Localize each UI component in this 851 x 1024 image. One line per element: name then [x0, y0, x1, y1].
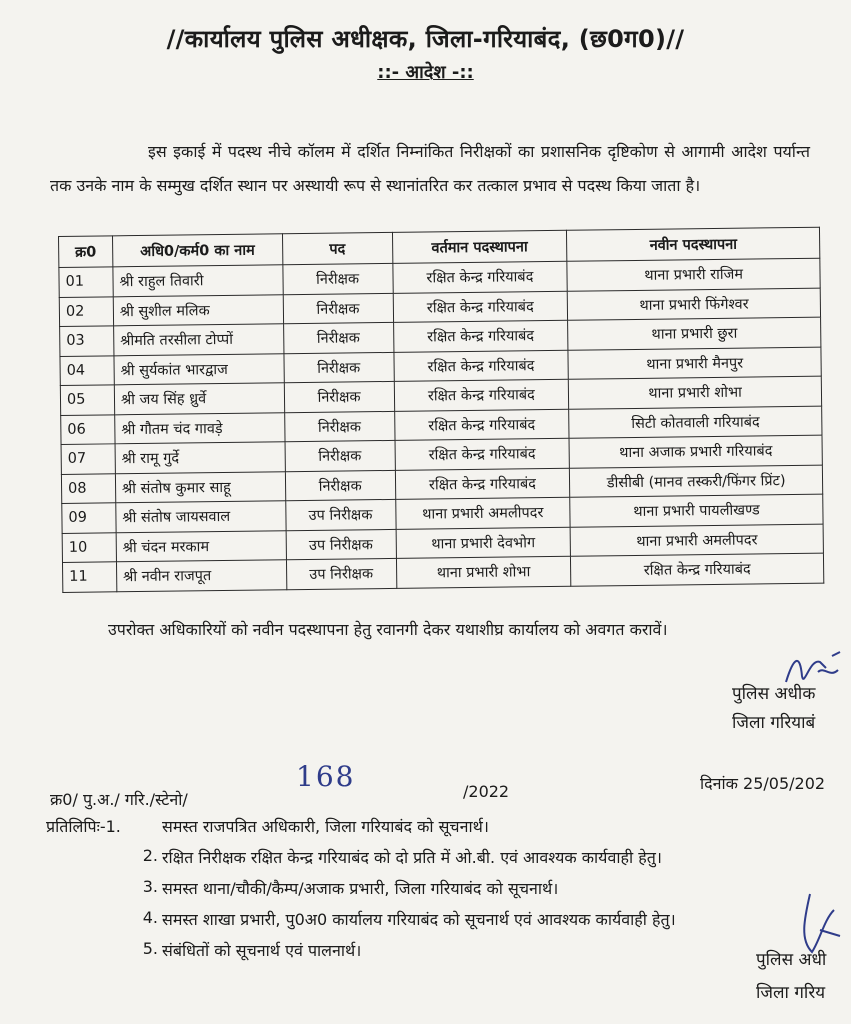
table-cell: श्री रामू गुर्दे [115, 442, 285, 474]
table-cell: थाना प्रभारी अमलीपदर [395, 497, 570, 529]
table-cell: निरीक्षक [283, 263, 393, 294]
table-cell: श्री राहुल तिवारी [113, 265, 283, 297]
transfer-table [58, 227, 824, 593]
table-cell: 05 [60, 385, 114, 415]
table-cell: डीसीबी (मानव तस्करी/फिंगर प्रिंट) [570, 465, 823, 498]
table-cell: श्री चंदन मरकाम [116, 530, 286, 562]
column-header: नवीन पदस्थापना [567, 227, 820, 261]
table-cell: थाना प्रभारी पायलीखण्ड [570, 494, 823, 527]
table-cell: श्री संतोष कुमार साहू [115, 471, 285, 503]
order-heading [0, 60, 851, 84]
table-cell: निरीक्षक [285, 440, 395, 471]
copy-number: 3. [142, 877, 158, 896]
table-cell: थाना प्रभारी छुरा [568, 317, 821, 350]
table-cell: निरीक्षक [284, 352, 394, 383]
signatory-district: जिला गरियाबं [732, 713, 816, 733]
signatory-district: जिला गरिय [756, 983, 826, 1003]
table-cell: रक्षित केन्द्र गरियाबंद [393, 291, 568, 323]
table-cell: 11 [62, 562, 116, 592]
table-cell: थाना प्रभारी देवभोग [396, 527, 571, 559]
table-cell: सिटी कोतवाली गरियाबंद [569, 406, 822, 439]
table-cell: 08 [61, 473, 115, 503]
table-cell: थाना प्रभारी शोभा [569, 376, 822, 409]
table-cell: रक्षित केन्द्र गरियाबंद [393, 350, 568, 382]
table-cell: उप निरीक्षक [286, 529, 396, 560]
table-cell: श्री सुर्यकांत भारद्वाज [114, 353, 284, 385]
table-cell: रक्षित केन्द्र गरियाबंद [395, 438, 570, 470]
signature-block-bottom [756, 944, 826, 1010]
order-paragraph-text: इस इकाई में पदस्थ नीचे कॉलम में दर्शित निम्नांकित निरीक्षकों का प्रशासनिक दृष्टिकोण से आगामी आदेश पर्यान्त तक उनके नाम के सम्मुख दर्शित स्थान पर अस्थायी रूप से स्थानांतरित कर तत्काल प्रभाव से पदस्थ किया जाता है। [50, 142, 810, 195]
table-cell: 06 [61, 414, 115, 444]
reference-year: /2022 [463, 782, 510, 801]
column-header: पद [282, 232, 392, 264]
table-cell: थाना प्रभारी अमलीपदर [570, 524, 823, 557]
reference-prefix: क्र0/ पु.अ./ गरि./स्टेनो/ [50, 790, 188, 809]
table-cell: निरीक्षक [285, 470, 395, 501]
copy-text: समस्त थाना/चौकी/कैम्प/अजाक प्रभारी, जिला गरियाबंद को सूचनार्थ। [162, 879, 559, 898]
column-header: क्र0 [59, 236, 113, 268]
table-cell: निरीक्षक [284, 381, 394, 412]
table-cell: 10 [62, 532, 116, 562]
copy-text: रक्षित निरीक्षक रक्षित केन्द्र गरियाबंद को दो प्रति में ओ.बी. एवं आवश्यक कार्यवाही हेतु। [162, 848, 662, 867]
table-cell: थाना प्रभारी राजिम [567, 258, 820, 291]
copy-number: 4. [142, 908, 158, 927]
table-cell: रक्षित केन्द्र गरियाबंद [394, 409, 569, 441]
table-cell: श्री संतोष जायसवाल [116, 501, 286, 533]
table-cell: 02 [59, 296, 113, 326]
column-header: अधि0/कर्म0 का नाम [112, 234, 282, 267]
table-cell: 07 [61, 444, 115, 474]
copy-number: 5. [142, 939, 158, 958]
signature-block-top [732, 680, 815, 738]
table-cell: रक्षित केन्द्र गरियाबंद [392, 261, 567, 293]
copy-text: संबंधितों को सूचनार्थ एवं पालनार्थ। [162, 941, 362, 960]
office-title: //कार्यालय पुलिस अधीक्षक, जिला-गरियाबंद, (छ0ग0)// [166, 25, 685, 53]
table-cell: थाना अजाक प्रभारी गरियाबंद [569, 435, 822, 468]
copy-text: समस्त राजपत्रित अधिकारी, जिला गरियाबंद को सूचनार्थ। [162, 817, 489, 836]
table-cell: निरीक्षक [283, 322, 393, 353]
table-cell: रक्षित केन्द्र गरियाबंद [394, 379, 569, 411]
table-cell: उप निरीक्षक [285, 499, 395, 530]
table-cell: निरीक्षक [283, 293, 393, 324]
column-header: वर्तमान पदस्थापना [392, 230, 567, 263]
signatory-title: पुलिस अधीक [732, 684, 816, 704]
table-cell: 09 [62, 503, 116, 533]
order-date: दिनांक 25/05/202 [700, 774, 826, 793]
table-cell: निरीक्षक [284, 411, 394, 442]
table-cell: रक्षित केन्द्र गरियाबंद [571, 553, 824, 586]
reference-line [50, 760, 510, 810]
signatory-title: पुलिस अधी [756, 950, 827, 970]
copy-label: प्रतिलिपिः-1. [46, 817, 121, 836]
table-cell: श्री नवीन राजपूत [116, 560, 286, 592]
table-cell: थाना प्रभारी फिंगेश्वर [567, 288, 820, 321]
table-cell: थाना प्रभारी मैनपुर [568, 347, 821, 380]
order-paragraph [50, 135, 810, 203]
table-cell: उप निरीक्षक [286, 558, 396, 589]
table-cell: थाना प्रभारी शोभा [396, 556, 571, 588]
order-heading-text: ::- आदेश -:: [377, 62, 474, 83]
table-cell: श्री गौतम चंद गावड़े [115, 412, 285, 444]
reference-number-handwritten: 168 [296, 760, 356, 793]
table-cell: रक्षित केन्द्र गरियाबंद [393, 320, 568, 352]
table-cell: रक्षित केन्द्र गरियाबंद [395, 468, 570, 500]
table-cell: 01 [59, 267, 113, 297]
table-cell: श्री सुशील मलिक [113, 294, 283, 326]
table-cell: 03 [60, 326, 114, 356]
copy-number: 2. [142, 846, 158, 865]
instruction-note: उपरोक्त अधिकारियों को नवीन पदस्थापना हेतु रवानगी देकर यथाशीघ्र कार्यालय को अवगत करावें। [108, 620, 668, 639]
table-cell: श्रीमति तरसीला टोप्पों [113, 324, 283, 356]
table-cell: श्री जय सिंह ध्रुर्वे [114, 383, 284, 415]
copy-text: समस्त शाखा प्रभारी, पु0अ0 कार्यालय गरियाबंद को सूचनार्थ एवं आवश्यक कार्यवाही हेतु। [162, 910, 676, 929]
table-cell: 04 [60, 355, 114, 385]
